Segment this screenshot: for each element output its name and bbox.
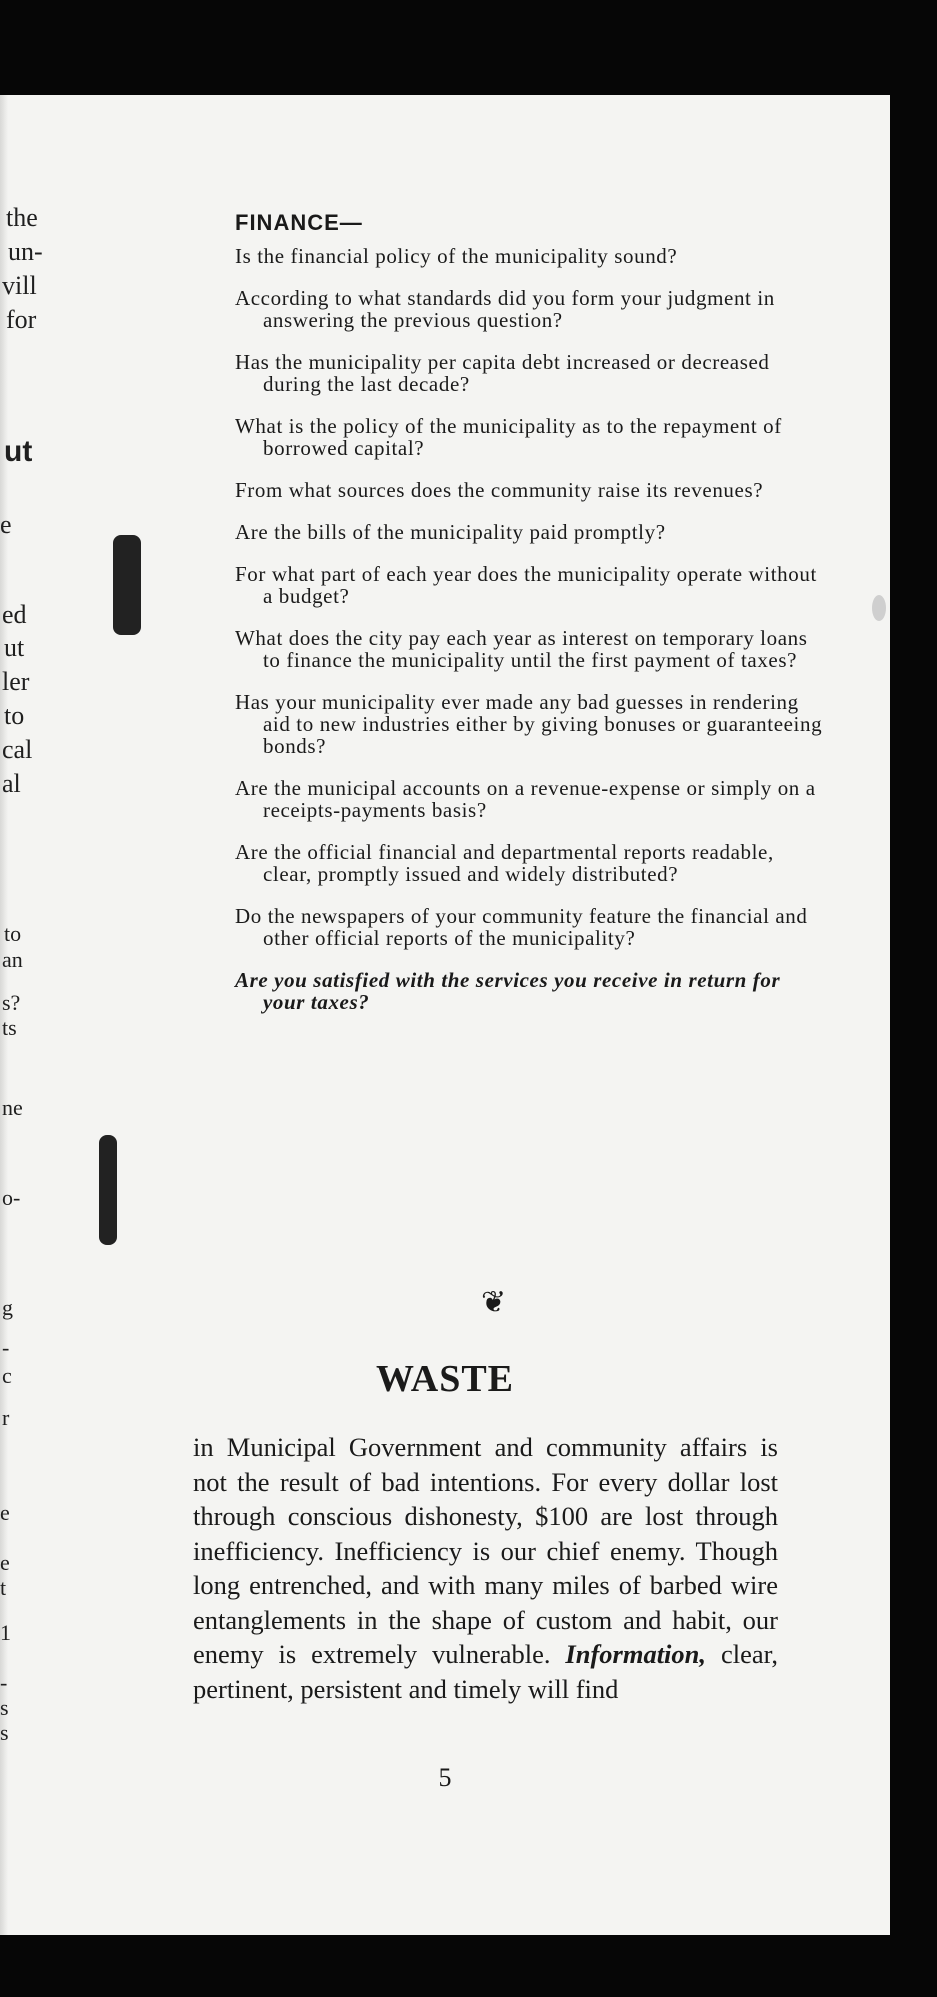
waste-paragraph [193, 1430, 778, 1706]
page-number: 5 [438, 1763, 452, 1792]
bleed-fragment: al [2, 769, 21, 798]
bleed-fragment: e [0, 510, 12, 539]
bleed-fragment: e [0, 1500, 10, 1525]
finance-question: Is the financial policy of the municipality sound? [235, 244, 678, 268]
finance-heading: FINANCE— [235, 210, 363, 235]
bleed-fragment: s [0, 1720, 9, 1745]
bleed-fragment: - [0, 1670, 8, 1695]
bleed-fragment: the [6, 203, 38, 232]
bleed-fragment: o- [2, 1185, 21, 1210]
waste-text-start: in Municipal Government and community affairs is not the result of bad intentions. For every dollar lost through conscious dishonesty, $100 are lost through inefficiency. Inefficiency is our chief enemy. Though long entrenched, and with many miles of barbed wire entanglements in the shape of custom and habit, our enemy is extremely vulnerable. [193, 1432, 778, 1669]
bleed-fragment: ts [2, 1015, 17, 1040]
bleed-fragment: t [0, 1575, 7, 1600]
bleed-fragment: ne [2, 1095, 23, 1120]
bleed-fragment: s? [2, 990, 21, 1015]
finance-question: From what sources does the community raise its revenues? [235, 478, 764, 502]
facing-page-bleed [0, 95, 80, 1935]
bleed-fragment: vill [2, 271, 37, 300]
bleed-fragment: ut [4, 435, 33, 468]
bleed-fragment: to [4, 921, 22, 946]
bleed-fragment: - [2, 1335, 10, 1360]
waste-text-end: clear, pertinent, persistent and timely will find [193, 1639, 778, 1704]
finance-question: What does the city pay each year as interest on temporary loans to finance the municipality until the first payment of taxes? [235, 626, 808, 672]
bleed-fragment: un- [8, 237, 43, 266]
bleed-fragment: g [2, 1295, 13, 1320]
bleed-fragment: ler [2, 667, 30, 696]
bleed-fragment: ut [4, 633, 25, 662]
waste-text-emphasis: Information, [565, 1639, 707, 1669]
binding-thread-mark-lower [99, 1135, 117, 1245]
finance-question: For what part of each year does the municipality operate without a budget? [235, 562, 817, 608]
edge-speck [872, 595, 886, 621]
waste-heading: WASTE [375, 1358, 515, 1400]
bleed-fragment: to [4, 701, 25, 730]
finance-question: What is the policy of the municipality as to the repayment of borrowed capital? [235, 414, 782, 460]
finance-question: Are the bills of the municipality paid promptly? [235, 520, 666, 544]
booklet-page [0, 95, 890, 1935]
binding-thread-mark-upper [113, 535, 141, 635]
finance-question: Are the municipal accounts on a revenue-expense or simply on a receipts-payments basis? [235, 776, 816, 822]
fleuron-ornament: ❦ [481, 1286, 507, 1319]
bleed-fragment: for [6, 305, 37, 334]
finance-question: Has the municipality per capita debt increased or decreased during the last decade? [235, 350, 770, 396]
finance-question: According to what standards did you form your judgment in answering the previous question? [235, 286, 775, 332]
finance-questions-list [235, 245, 825, 1033]
finance-question: Do the newspapers of your community feature the financial and other official reports of the municipality? [235, 904, 808, 950]
bleed-fragment: ed [2, 600, 27, 629]
finance-question: Has your municipality ever made any bad guesses in rendering aid to new industries either by giving bonuses or guaranteeing bonds? [235, 690, 823, 758]
bleed-fragment: c [2, 1363, 12, 1388]
bleed-fragment: s [0, 1695, 9, 1720]
finance-question: Are the official financial and departmental reports readable, clear, promptly issued and widely distributed? [235, 840, 774, 886]
bleed-fragment: cal [2, 735, 33, 764]
bleed-fragment: r [2, 1405, 10, 1430]
finance-question-closing: Are you satisfied with the services you receive in return for your taxes? [235, 968, 781, 1014]
bleed-fragment: e [0, 1550, 10, 1575]
bleed-fragment: 1 [0, 1620, 11, 1645]
bleed-fragment: an [2, 947, 23, 972]
